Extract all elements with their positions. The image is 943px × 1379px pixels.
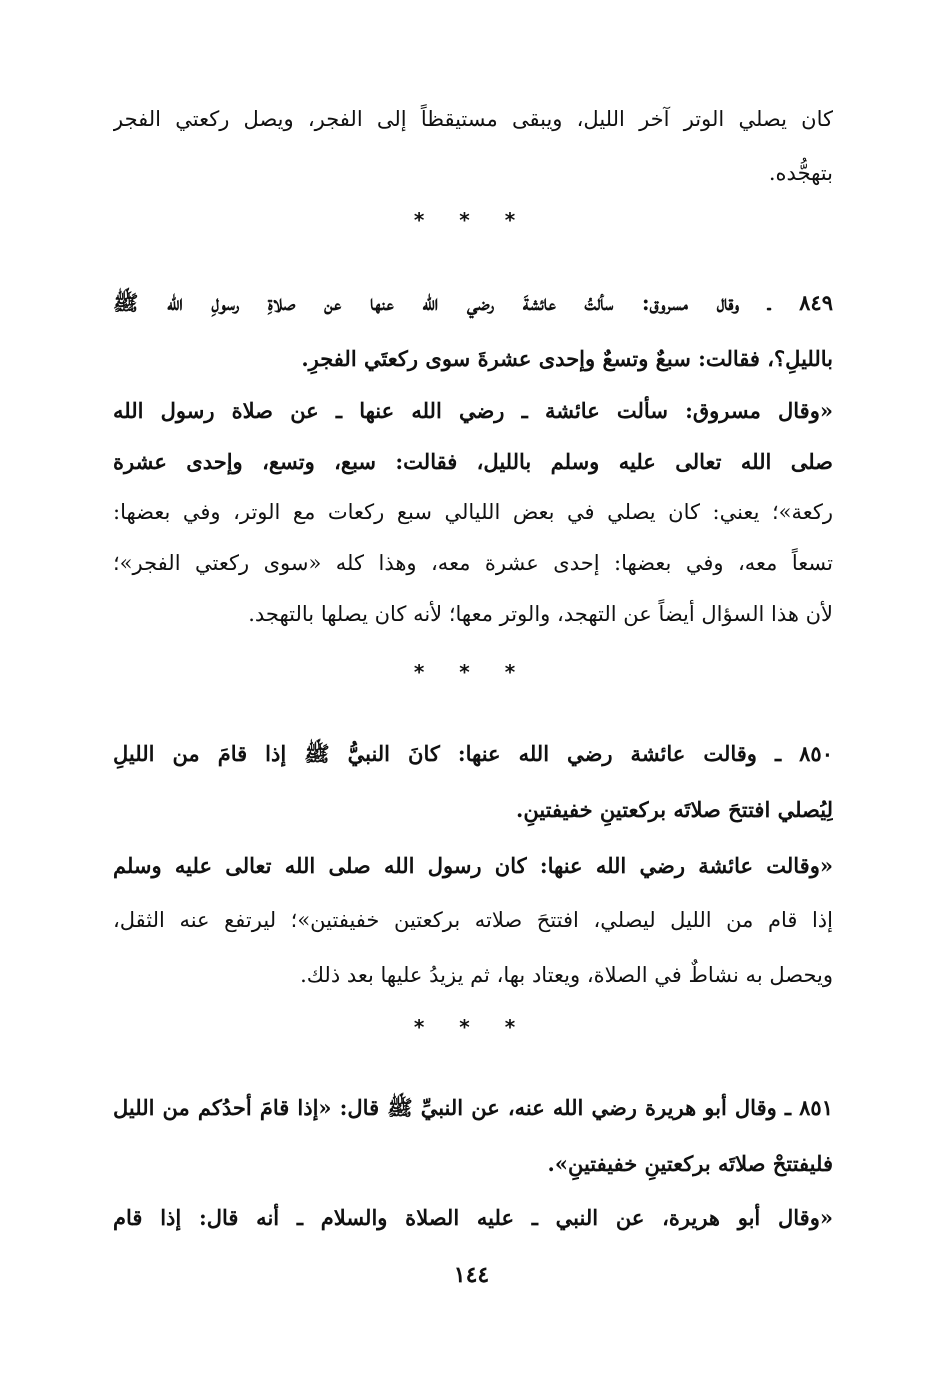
text-line: بالليلِ؟، فقالت: سبعٌ وتسعٌ وإحدى عشرةَ سوى ركعتَي الفجرِ. xyxy=(301,346,833,371)
hadith-851 xyxy=(113,1080,833,1192)
text-line: بتهجُّده. xyxy=(768,161,833,185)
text-line: ٨٥١ ـ وقال أبو هريرة رضي الله عنه، عن النبيِّ ﷺ قال: «إذا قامَ أحدُكم من الليل xyxy=(113,1095,833,1120)
commentary-849 xyxy=(113,385,833,640)
text-line: ويحصل به نشاطٌ في الصلاة، ويعتاد بها، ثم يزيدُ عليها بعد ذلك. xyxy=(300,963,833,987)
text-line: ٨٤٩ ـ وقال مسروق: سألتُ عائشةَ رضي الله عنها عن صلاةِ رسولِ الله ﷺ xyxy=(113,290,833,315)
section-separator: * * * xyxy=(413,660,530,684)
section-separator: * * * xyxy=(413,208,530,232)
hadith-850 xyxy=(113,726,833,838)
text-line: فليفتتحْ صلاتَه بركعتينِ خفيفتينِ». xyxy=(547,1151,833,1176)
hadith-849 xyxy=(113,275,833,387)
text-line: صلى الله تعالى عليه وسلم بالليل، فقالت: سبع، وتسع، وإحدى عشرة xyxy=(113,449,833,474)
paragraph-intro xyxy=(113,92,833,200)
section-separator: * * * xyxy=(413,1015,530,1039)
text-line: ٨٥٠ ـ وقالت عائشة رضي الله عنها: كانَ النبيُّ ﷺ إذا قامَ من الليلِ xyxy=(113,741,833,766)
text-line: «وقالت عائشة رضي الله عنها: كان رسول الله صلى الله تعالى عليه وسلم xyxy=(113,853,833,878)
text-line: لأن هذا السؤال أيضاً عن التهجد، والوتر معها؛ لأنه كان يصلها بالتهجد. xyxy=(248,602,833,626)
text-line: إذا قام من الليل ليصلي، افتتحَ صلاته بركعتين خفيفتين»؛ ليرتفع عنه الثقل، xyxy=(113,908,833,932)
commentary-851 xyxy=(113,1192,833,1244)
text-line: تسعاً معه، وفي بعضها: إحدى عشرة معه، وهذا كله «سوى ركعتي الفجر»؛ xyxy=(113,551,833,575)
text-line: ركعة»؛ يعني: كان يصلي في بعض الليالي سبع ركعات مع الوتر، وفي بعضها: xyxy=(113,500,833,524)
text-line: كان يصلي الوتر آخر الليل، ويبقى مستيقظاً إلى الفجر، ويصل ركعتي الفجر xyxy=(113,107,833,131)
page-number: ١٤٤ xyxy=(453,1262,490,1288)
commentary-850 xyxy=(113,838,833,1003)
text-line: «وقال أبو هريرة، عن النبي ـ عليه الصلاة والسلام ـ أنه قال: إذا قام xyxy=(113,1205,833,1230)
text-line: «وقال مسروق: سألت عائشة ـ رضي الله عنها ـ عن صلاة رسول الله xyxy=(113,398,833,423)
text-line: لِيُصلي افتتحَ صلاتَه بركعتينِ خفيفتينِ. xyxy=(516,797,833,822)
